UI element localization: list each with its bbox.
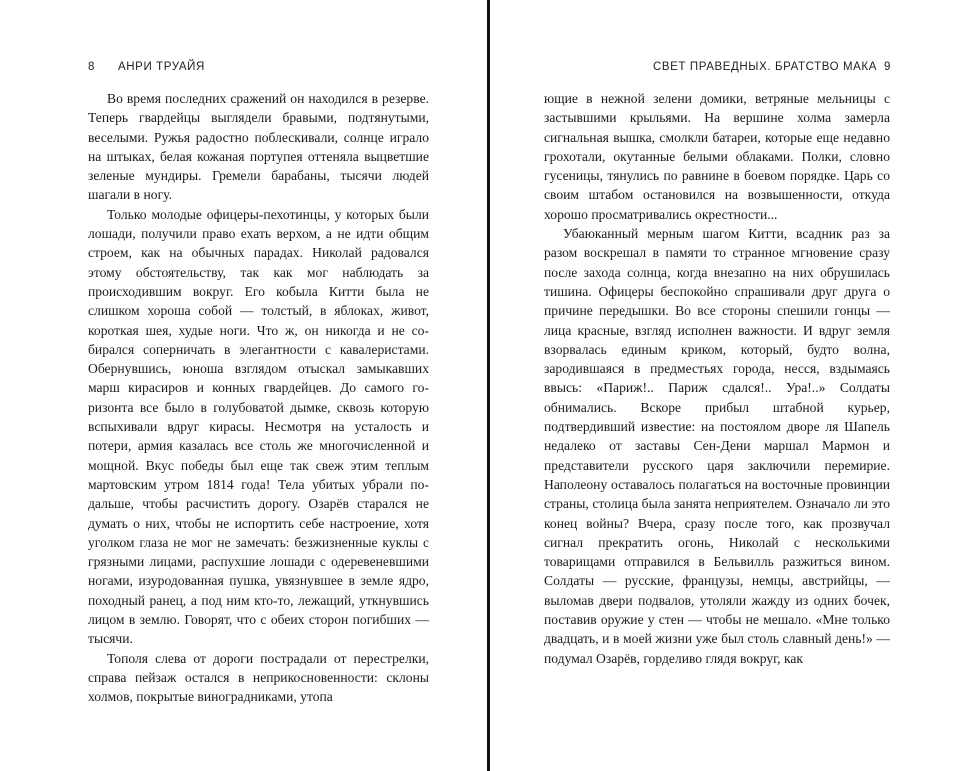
- page-number: 8: [88, 61, 95, 73]
- paragraph: ющие в нежной зелени домики, ветряные мельницы с застывшими крыльями. На вершине холма замерла сигнальная вышка, смолкли батареи, которые еще недавно грохотали, окутанные белыми облаками. Полки, словно гусеницы, тянулись по равнине в боевом порядке. Царь со своим штабом остановился на возвышенности, откуда хорошо просматривались окрестности...: [544, 91, 890, 222]
- running-head: СВЕТ ПРАВЕДНЫХ. БРАТСТВО МАКА: [652, 61, 877, 73]
- paragraph: Тополя слева от дороги пострадали от перестрелки, справа пейзаж остался в неприкосновенности: склоны холмов, покрытые виноградниками, утопа: [88, 650, 429, 705]
- running-head: АНРИ ТРУАЙЯ: [118, 61, 205, 73]
- left-page: [0, 0, 487, 771]
- paragraph: Во время последних сражений он находился в резерве. Теперь гвардейцы выглядели бравыми, подтянутыми, веселыми. Ружья радостно поблескивали, солнце играло на штыках, белая кожаная портупея оттеняла выцветшие зеленые мундиры. Гремели барабаны, тысячи людей шагали в ногу.: [88, 91, 429, 203]
- page-number: 9: [884, 61, 891, 73]
- paragraph: Убаюканный мерным шагом Китти, всадник раз за разом воскрешал в памяти то странное мгновение сразу после захода солнца, когда внезапно на них обрушилась тишина. Офицеры беспокойно спрашивали друг друга о причине передышки. Во все стороны спешили гонцы — лица красные, взгляд исполнен важности. И вдруг земля взорвалась единым криком, который, будто волна, зародившаяся в предместьях города, несся, вздымаясь ввысь: «Париж!.. Париж сдался!.. Ура!..» Солдаты обнимались. Вскоре прибыл штабной курьер, подтвердивший известие: на постоялом дворе ля Шапель недалеко от заставы Сен-Дени маршал Мармон и представители русского царя заключили перемирие. Наполеону оставалось полагаться на восточные провинции страны, столица была занята неприятелем. Означало ли это конец войны? Вчера, сразу после того, как прозвучал сигнал прекратить огонь, Николай с несколькими товарищами отправился в Бельвилль разжиться вином. Солдаты — русские, французы, немцы, австрийцы, — выломав двери подвалов, утоляли жажду из одних бочек, поставив оружие у стен — чтобы не мешало. «Мне только двадцать, и в моей жизни уже был столь славный день!» — подумал Озарёв, горделиво глядя вокруг, как: [544, 226, 890, 666]
- body-text: [88, 89, 429, 707]
- paragraph: Только молодые офицеры-пехотинцы, у которых были лошади, получили право ехать верхом, а не идти общим строем, как на обычных парадах. Николай радовался этому обстоятельству, так как мог наблюдать за происходившим вокруг. Его кобыла Китти была не слишком хороша собой — толстый, в яблоках, живот, короткая шея, худые ноги. Что ж, он никогда и не собирался соперничать в элегантности с кавалеристами. Обернувшись, юноша взглядом отыскал замыкавших марш кирасиров и конных гвардейцев. До самого горизонта все было в голубоватой дымке, сквозь которую вспыхивали вдруг кирасы. Несмотря на усталость и потери, армия казалась все столь же многочисленной и мощной. Вкус победы был еще так свеж этим теплым мартовским утром 1814 года! Тела убитых убрали подальше, чтобы расчистить дорогу. Озарёв старался не думать о них, чтобы не испортить себе настроение, хотя уголком глаза не мог не замечать: безжизненные куклы с грязными лицами, распухшие лошади с одеревеневшими ногами, изуродованная пушка, увязнувшее в земле ядро, походный ранец, а под ним кто-то, лежащий, уткнувшись лицом в землю. Говорят, что с обеих сторон погибших — тысячи.: [88, 206, 429, 647]
- right-page: [490, 0, 979, 771]
- body-text: [544, 89, 890, 668]
